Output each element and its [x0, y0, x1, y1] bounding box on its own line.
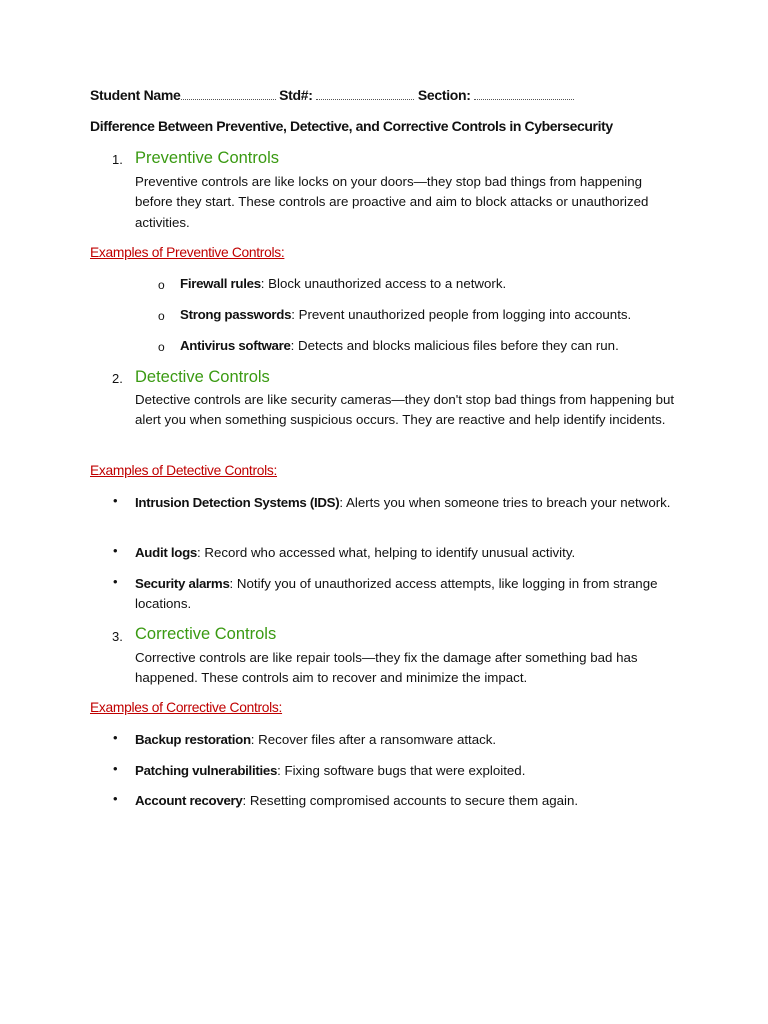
- section-number: 3.: [112, 629, 123, 644]
- example-text: : Prevent unauthorized people from logging into accounts.: [291, 307, 632, 322]
- example-term: Strong passwords: [180, 307, 292, 322]
- example-text: : Block unauthorized access to a network.: [260, 276, 507, 291]
- section-heading-corrective: Corrective Controls: [135, 625, 277, 643]
- list-marker: o: [158, 309, 165, 323]
- list-item: [135, 543, 680, 563]
- list-item: [135, 791, 578, 811]
- student-name-label: Student Name: [90, 87, 181, 103]
- example-text: : Fixing software bugs that were exploited.: [277, 763, 526, 778]
- example-text: : Resetting compromised accounts to secure them again.: [242, 793, 579, 808]
- examples-heading-preventive: Examples of Preventive Controls:: [90, 245, 285, 260]
- example-text: : Recover files after a ransomware attack.: [250, 732, 497, 747]
- example-term: Antivirus software: [180, 338, 291, 353]
- list-item: [180, 336, 619, 356]
- section-description: Detective controls are like security cameras—they don't stop bad things from happening but alert you when something suspicious occurs. They are reactive and help identify incidents.: [135, 392, 675, 428]
- section-label: Section:: [417, 87, 471, 103]
- list-item: [135, 493, 680, 513]
- list-marker: o: [158, 278, 165, 292]
- list-marker: •: [113, 493, 118, 508]
- list-marker: •: [113, 543, 118, 558]
- list-marker: •: [113, 791, 118, 806]
- example-text: : Alerts you when someone tries to breach your network.: [339, 495, 671, 510]
- list-item: [135, 761, 525, 781]
- student-name-field[interactable]: [181, 87, 276, 100]
- example-text: : Record who accessed what, helping to identify unusual activity.: [197, 545, 576, 560]
- example-term: Audit logs: [135, 545, 197, 560]
- section-description: Corrective controls are like repair tools—they fix the damage after something bad has happened. These controls aim to recover and minimize the impact.: [135, 650, 638, 686]
- list-item: [180, 305, 631, 325]
- example-term: Security alarms: [135, 576, 230, 591]
- examples-heading-corrective: Examples of Corrective Controls:: [90, 700, 283, 715]
- student-info-line: [90, 87, 574, 103]
- list-item: [135, 730, 496, 750]
- list-marker: •: [113, 761, 118, 776]
- document-title: Difference Between Preventive, Detective, and Corrective Controls in Cybersecurity: [90, 118, 613, 134]
- list-marker: •: [113, 574, 118, 589]
- section-heading-preventive: Preventive Controls: [135, 149, 279, 167]
- section-number: 1.: [112, 152, 123, 167]
- example-term: Patching vulnerabilities: [135, 763, 278, 778]
- example-term: Intrusion Detection Systems (IDS): [135, 495, 340, 510]
- list-item: [180, 274, 506, 294]
- list-marker: •: [113, 730, 118, 745]
- section-field[interactable]: [474, 87, 574, 100]
- example-term: Backup restoration: [135, 732, 251, 747]
- example-term: Account recovery: [135, 793, 243, 808]
- example-term: Firewall rules: [180, 276, 261, 291]
- example-text: : Detects and blocks malicious files before they can run.: [290, 338, 619, 353]
- list-marker: o: [158, 340, 165, 354]
- example-text: : Notify you of unauthorized access attempts, like logging in from strange locations.: [135, 576, 658, 611]
- examples-heading-detective: Examples of Detective Controls:: [90, 463, 278, 478]
- section-number: 2.: [112, 371, 123, 386]
- list-item: [135, 574, 680, 614]
- std-label: Std#:: [279, 87, 313, 103]
- section-heading-detective: Detective Controls: [135, 368, 270, 386]
- section-description: Preventive controls are like locks on your doors—they stop bad things from happening before they start. These controls are proactive and aim to block attacks or unauthorized activities.: [135, 174, 649, 230]
- std-number-field[interactable]: [316, 87, 414, 100]
